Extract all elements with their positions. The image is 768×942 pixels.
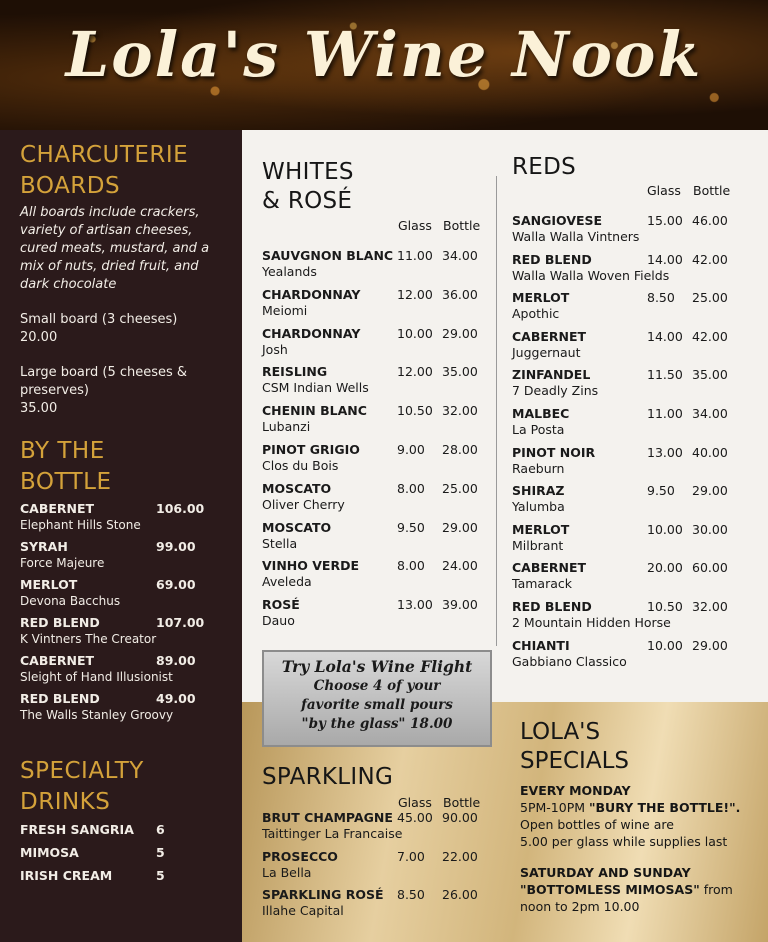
wine-producer: Dauo bbox=[262, 613, 295, 629]
wine-item bbox=[262, 248, 492, 282]
wine-producer: Aveleda bbox=[262, 574, 312, 590]
glass-price: 7.00 bbox=[397, 848, 425, 864]
weekend-special bbox=[520, 864, 733, 915]
reds-glass-header: Glass bbox=[647, 183, 681, 198]
wine-item bbox=[262, 849, 492, 883]
glass-price: 13.00 bbox=[397, 597, 433, 613]
weekend-desc: noon to 2pm 10.00 bbox=[520, 899, 640, 914]
bottle-price: 34.00 bbox=[692, 406, 728, 421]
bottle-producer: Devona Bacchus bbox=[20, 594, 121, 608]
bottle-price: 32.00 bbox=[692, 599, 728, 614]
specialty-list bbox=[20, 818, 222, 887]
wine-producer: La Bella bbox=[262, 864, 312, 880]
wine-producer: Taittinger La Francaise bbox=[262, 826, 403, 841]
wine-name: MOSCATO bbox=[262, 519, 332, 535]
whites-glass-header: Glass bbox=[398, 218, 432, 233]
wine-name: CABERNET bbox=[512, 328, 587, 344]
by-bottle-list bbox=[20, 500, 222, 724]
weekend-name: "BOTTOMLESS MIMOSAS" bbox=[520, 882, 700, 897]
wine-producer: Yealands bbox=[262, 264, 317, 279]
bottle-price: 46.00 bbox=[692, 213, 728, 228]
bottle-producer: Elephant Hills Stone bbox=[20, 518, 141, 532]
wine-name: SAUVGNON BLANC bbox=[262, 248, 394, 263]
wine-name: SHIRAZ bbox=[512, 483, 565, 499]
charcuterie-heading-line1: CHARCUTERIE bbox=[20, 142, 189, 168]
wine-name: CHARDONNAY bbox=[262, 286, 361, 302]
glass-price: 10.00 bbox=[647, 637, 683, 653]
bottle-price: 30.00 bbox=[692, 521, 728, 537]
bottle-price: 25.00 bbox=[692, 290, 728, 306]
bottle-producer: Sleight of Hand Illusionist bbox=[20, 670, 173, 684]
bottle-name: RED BLEND bbox=[20, 615, 100, 630]
glass-price: 10.00 bbox=[397, 325, 433, 341]
bottle-price: 24.00 bbox=[442, 558, 478, 574]
wine-producer: Juggernaut bbox=[512, 344, 581, 360]
wine-name: CHENIN BLANC bbox=[262, 403, 367, 419]
by-bottle-heading-line1: BY THE bbox=[20, 438, 105, 464]
wine-name: ZINFANDEL bbox=[512, 367, 591, 383]
whites-heading-line2: & ROSÉ bbox=[262, 188, 353, 214]
bottle-producer: Force Majeure bbox=[20, 556, 105, 570]
bottle-price: 40.00 bbox=[692, 444, 728, 460]
glass-price: 14.00 bbox=[647, 251, 683, 267]
bottle-price: 106.00 bbox=[156, 501, 205, 516]
glass-price: 45.00 bbox=[397, 810, 433, 825]
wine-item bbox=[512, 213, 742, 247]
by-bottle-heading-line2: BOTTLE bbox=[20, 469, 112, 495]
bottle-price: 29.00 bbox=[692, 637, 728, 653]
glass-price: 8.50 bbox=[647, 290, 675, 306]
bottle-price: 36.00 bbox=[442, 286, 478, 302]
wine-producer: Tamarack bbox=[512, 576, 572, 592]
monday-desc2: 5.00 per glass while supplies last bbox=[520, 834, 728, 849]
wine-item bbox=[262, 403, 492, 437]
bottle-price: 32.00 bbox=[442, 403, 478, 419]
wine-item bbox=[262, 810, 492, 844]
glass-price: 9.50 bbox=[397, 519, 425, 535]
specialty-name: MIMOSA bbox=[20, 845, 79, 860]
monday-title: EVERY MONDAY bbox=[520, 783, 631, 798]
flight-line2: Choose 4 of your bbox=[313, 678, 441, 694]
specials-heading-line1: LOLA'S bbox=[520, 719, 601, 745]
wine-producer: CSM Indian Wells bbox=[262, 380, 369, 396]
wine-item bbox=[262, 326, 492, 360]
glass-price: 13.00 bbox=[647, 444, 683, 460]
glass-price: 10.00 bbox=[647, 521, 683, 537]
bottle-row bbox=[20, 500, 222, 517]
specialty-heading bbox=[20, 756, 222, 818]
wine-producer: Milbrant bbox=[512, 537, 564, 553]
bottle-producer: The Walls Stanley Groovy bbox=[20, 708, 174, 722]
monday-special bbox=[520, 782, 740, 850]
reds-heading: REDS bbox=[512, 154, 577, 180]
glass-price: 8.00 bbox=[397, 480, 425, 496]
wine-item bbox=[512, 599, 742, 633]
bottle-row bbox=[20, 614, 222, 631]
wine-item bbox=[262, 442, 492, 476]
large-board-price: 35.00 bbox=[20, 401, 58, 416]
small-board-label: Small board (3 cheeses) bbox=[20, 312, 178, 327]
glass-price: 9.00 bbox=[397, 442, 425, 457]
bottle-name: CABERNET bbox=[20, 501, 95, 516]
bottle-price: 42.00 bbox=[692, 328, 728, 344]
wine-name: MERLOT bbox=[512, 521, 570, 537]
wine-producer: La Posta bbox=[512, 422, 565, 437]
wine-producer: Walla Walla Woven Fields bbox=[512, 267, 670, 283]
wine-name: ROSÉ bbox=[262, 597, 300, 613]
whites-bottle-header: Bottle bbox=[443, 218, 481, 233]
weekend-title: SATURDAY AND SUNDAY bbox=[520, 865, 691, 880]
wine-item bbox=[512, 252, 742, 286]
wine-name: PINOT NOIR bbox=[512, 444, 596, 460]
specialty-price: 6 bbox=[156, 822, 165, 837]
bottle-price: 49.00 bbox=[156, 691, 196, 706]
bottle-price: 60.00 bbox=[692, 560, 728, 576]
monday-name: "BURY THE BOTTLE!". bbox=[589, 800, 741, 815]
specialty-heading-line2: DRINKS bbox=[20, 789, 111, 815]
bottle-price: 29.00 bbox=[442, 325, 478, 341]
glass-price: 9.50 bbox=[647, 483, 675, 499]
wine-name: MALBEC bbox=[512, 406, 570, 421]
wine-item bbox=[512, 290, 742, 324]
flight-line4: "by the glass" 18.00 bbox=[301, 716, 453, 732]
wine-name: VINHO VERDE bbox=[262, 558, 359, 574]
wine-name: BRUT CHAMPAGNE bbox=[262, 810, 393, 825]
bottle-price: 107.00 bbox=[156, 615, 205, 630]
bottle-name: RED BLEND bbox=[20, 691, 100, 706]
charcuterie-description: All boards include crackers, variety of artisan cheeses, cured meats, mustard, and a mix of nuts, dried fruit, and dark chocolate bbox=[20, 205, 210, 292]
bottle-price: 90.00 bbox=[442, 810, 478, 825]
bottle-price: 39.00 bbox=[442, 597, 478, 613]
wine-item bbox=[512, 329, 742, 363]
specialty-price: 5 bbox=[156, 868, 165, 883]
specialty-row bbox=[20, 841, 222, 864]
wine-item bbox=[512, 406, 742, 440]
reds-bottle-header: Bottle bbox=[693, 183, 731, 198]
whites-heading bbox=[262, 158, 354, 216]
glass-price: 10.50 bbox=[397, 403, 433, 419]
monday-time-line bbox=[520, 799, 740, 816]
wine-name: MERLOT bbox=[512, 290, 570, 306]
wine-item bbox=[512, 367, 742, 401]
left-column bbox=[0, 130, 242, 942]
wine-name: SPARKLING ROSÉ bbox=[262, 887, 384, 903]
wine-flight-box bbox=[262, 650, 492, 747]
monday-desc1: Open bottles of wine are bbox=[520, 817, 674, 832]
weekend-name-line bbox=[520, 881, 733, 898]
glass-price: 8.50 bbox=[397, 887, 425, 903]
wine-name: PROSECCO bbox=[262, 848, 338, 864]
specialty-heading-line1: SPECIALTY bbox=[20, 758, 144, 784]
wine-name: SANGIOVESE bbox=[512, 213, 603, 228]
wine-item bbox=[262, 364, 492, 398]
bottle-row bbox=[20, 576, 222, 593]
wine-producer: Meiomi bbox=[262, 302, 308, 318]
charcuterie-heading bbox=[20, 140, 222, 202]
wine-producer: Apothic bbox=[512, 306, 560, 322]
bottle-price: 28.00 bbox=[442, 442, 478, 457]
wine-producer: Lubanzi bbox=[262, 419, 311, 435]
specials-heading bbox=[520, 718, 629, 776]
specialty-row bbox=[20, 864, 222, 887]
wine-item bbox=[512, 638, 742, 672]
by-bottle-heading bbox=[20, 436, 222, 498]
wine-name: CHIANTI bbox=[512, 637, 570, 653]
whites-heading-line1: WHITES bbox=[262, 159, 354, 185]
bottle-name: CABERNET bbox=[20, 653, 95, 668]
glass-price: 11.00 bbox=[647, 406, 683, 421]
wine-name: CHARDONNAY bbox=[262, 325, 361, 341]
specialty-row bbox=[20, 818, 222, 841]
wine-name: PINOT GRIGIO bbox=[262, 442, 360, 457]
specialty-name: IRISH CREAM bbox=[20, 868, 113, 883]
wine-producer: 2 Mountain Hidden Horse bbox=[512, 615, 671, 630]
glass-price: 12.00 bbox=[397, 364, 433, 380]
glass-price: 14.00 bbox=[647, 328, 683, 344]
wine-item bbox=[512, 483, 742, 517]
weekend-from: from bbox=[699, 882, 733, 897]
bottle-price: 99.00 bbox=[156, 539, 196, 554]
sparkling-heading: SPARKLING bbox=[262, 764, 394, 790]
wine-name: RED BLEND bbox=[512, 599, 592, 614]
bottle-row bbox=[20, 690, 222, 707]
wine-item bbox=[262, 481, 492, 515]
wine-producer: Josh bbox=[262, 341, 288, 357]
header-banner bbox=[0, 0, 768, 130]
wine-item bbox=[262, 887, 492, 921]
flight-line1: Try Lola's Wine Flight bbox=[281, 657, 473, 676]
page-title: Lola's Wine Nook bbox=[65, 18, 703, 91]
bottle-name: MERLOT bbox=[20, 577, 78, 592]
monday-time: 5PM-10PM bbox=[520, 800, 589, 815]
bottle-price: 69.00 bbox=[156, 577, 196, 592]
wine-producer: Yalumba bbox=[512, 499, 565, 515]
bottle-price: 35.00 bbox=[692, 367, 728, 383]
wine-producer: Clos du Bois bbox=[262, 458, 339, 473]
wine-item bbox=[262, 520, 492, 554]
bottle-price: 22.00 bbox=[442, 848, 478, 864]
specialty-price: 5 bbox=[156, 845, 165, 860]
glass-price: 20.00 bbox=[647, 560, 683, 576]
large-board-label: Large board (5 cheeses & preserves) bbox=[20, 365, 188, 398]
wine-name: MOSCATO bbox=[262, 480, 332, 496]
glass-price: 8.00 bbox=[397, 558, 425, 574]
wine-name: CABERNET bbox=[512, 560, 587, 576]
wine-producer: Raeburn bbox=[512, 460, 565, 476]
wine-producer: Oliver Cherry bbox=[262, 496, 345, 512]
column-divider bbox=[496, 176, 497, 646]
bottle-price: 89.00 bbox=[156, 653, 196, 668]
charcuterie-heading-line2: BOARDS bbox=[20, 173, 121, 199]
bottle-price: 35.00 bbox=[442, 364, 478, 380]
bottle-price: 34.00 bbox=[442, 248, 478, 263]
bottle-price: 29.00 bbox=[442, 519, 478, 535]
glass-price: 11.00 bbox=[397, 248, 433, 263]
glass-price: 15.00 bbox=[647, 213, 683, 228]
glass-price: 10.50 bbox=[647, 599, 683, 614]
wine-item bbox=[262, 287, 492, 321]
wine-item bbox=[512, 445, 742, 479]
bottle-producer: K Vintners The Creator bbox=[20, 632, 157, 646]
sparkling-glass-header: Glass bbox=[398, 795, 432, 810]
bottle-price: 26.00 bbox=[442, 887, 478, 903]
glass-price: 12.00 bbox=[397, 286, 433, 302]
bottle-price: 25.00 bbox=[442, 480, 478, 496]
wine-name: REISLING bbox=[262, 364, 328, 380]
wine-producer: Gabbiano Classico bbox=[512, 653, 627, 669]
wine-item bbox=[262, 597, 492, 631]
wine-name: RED BLEND bbox=[512, 251, 592, 267]
bottle-name: SYRAH bbox=[20, 539, 68, 554]
wine-producer: Stella bbox=[262, 535, 298, 551]
small-board-price: 20.00 bbox=[20, 330, 58, 345]
wine-item bbox=[262, 558, 492, 592]
sparkling-bottle-header: Bottle bbox=[443, 795, 481, 810]
wine-producer: 7 Deadly Zins bbox=[512, 383, 599, 399]
bottle-price: 42.00 bbox=[692, 251, 728, 267]
specials-heading-line2: SPECIALS bbox=[520, 748, 629, 774]
glass-price: 11.50 bbox=[647, 367, 683, 383]
wine-item bbox=[512, 560, 742, 594]
bottle-price: 29.00 bbox=[692, 483, 728, 499]
bottle-row bbox=[20, 538, 222, 555]
wine-producer: Walla Walla Vintners bbox=[512, 229, 640, 244]
wine-producer: Illahe Capital bbox=[262, 903, 344, 919]
specialty-name: FRESH SANGRIA bbox=[20, 822, 134, 837]
bottle-row bbox=[20, 652, 222, 669]
flight-line3: favorite small pours bbox=[301, 697, 453, 713]
wine-item bbox=[512, 522, 742, 556]
